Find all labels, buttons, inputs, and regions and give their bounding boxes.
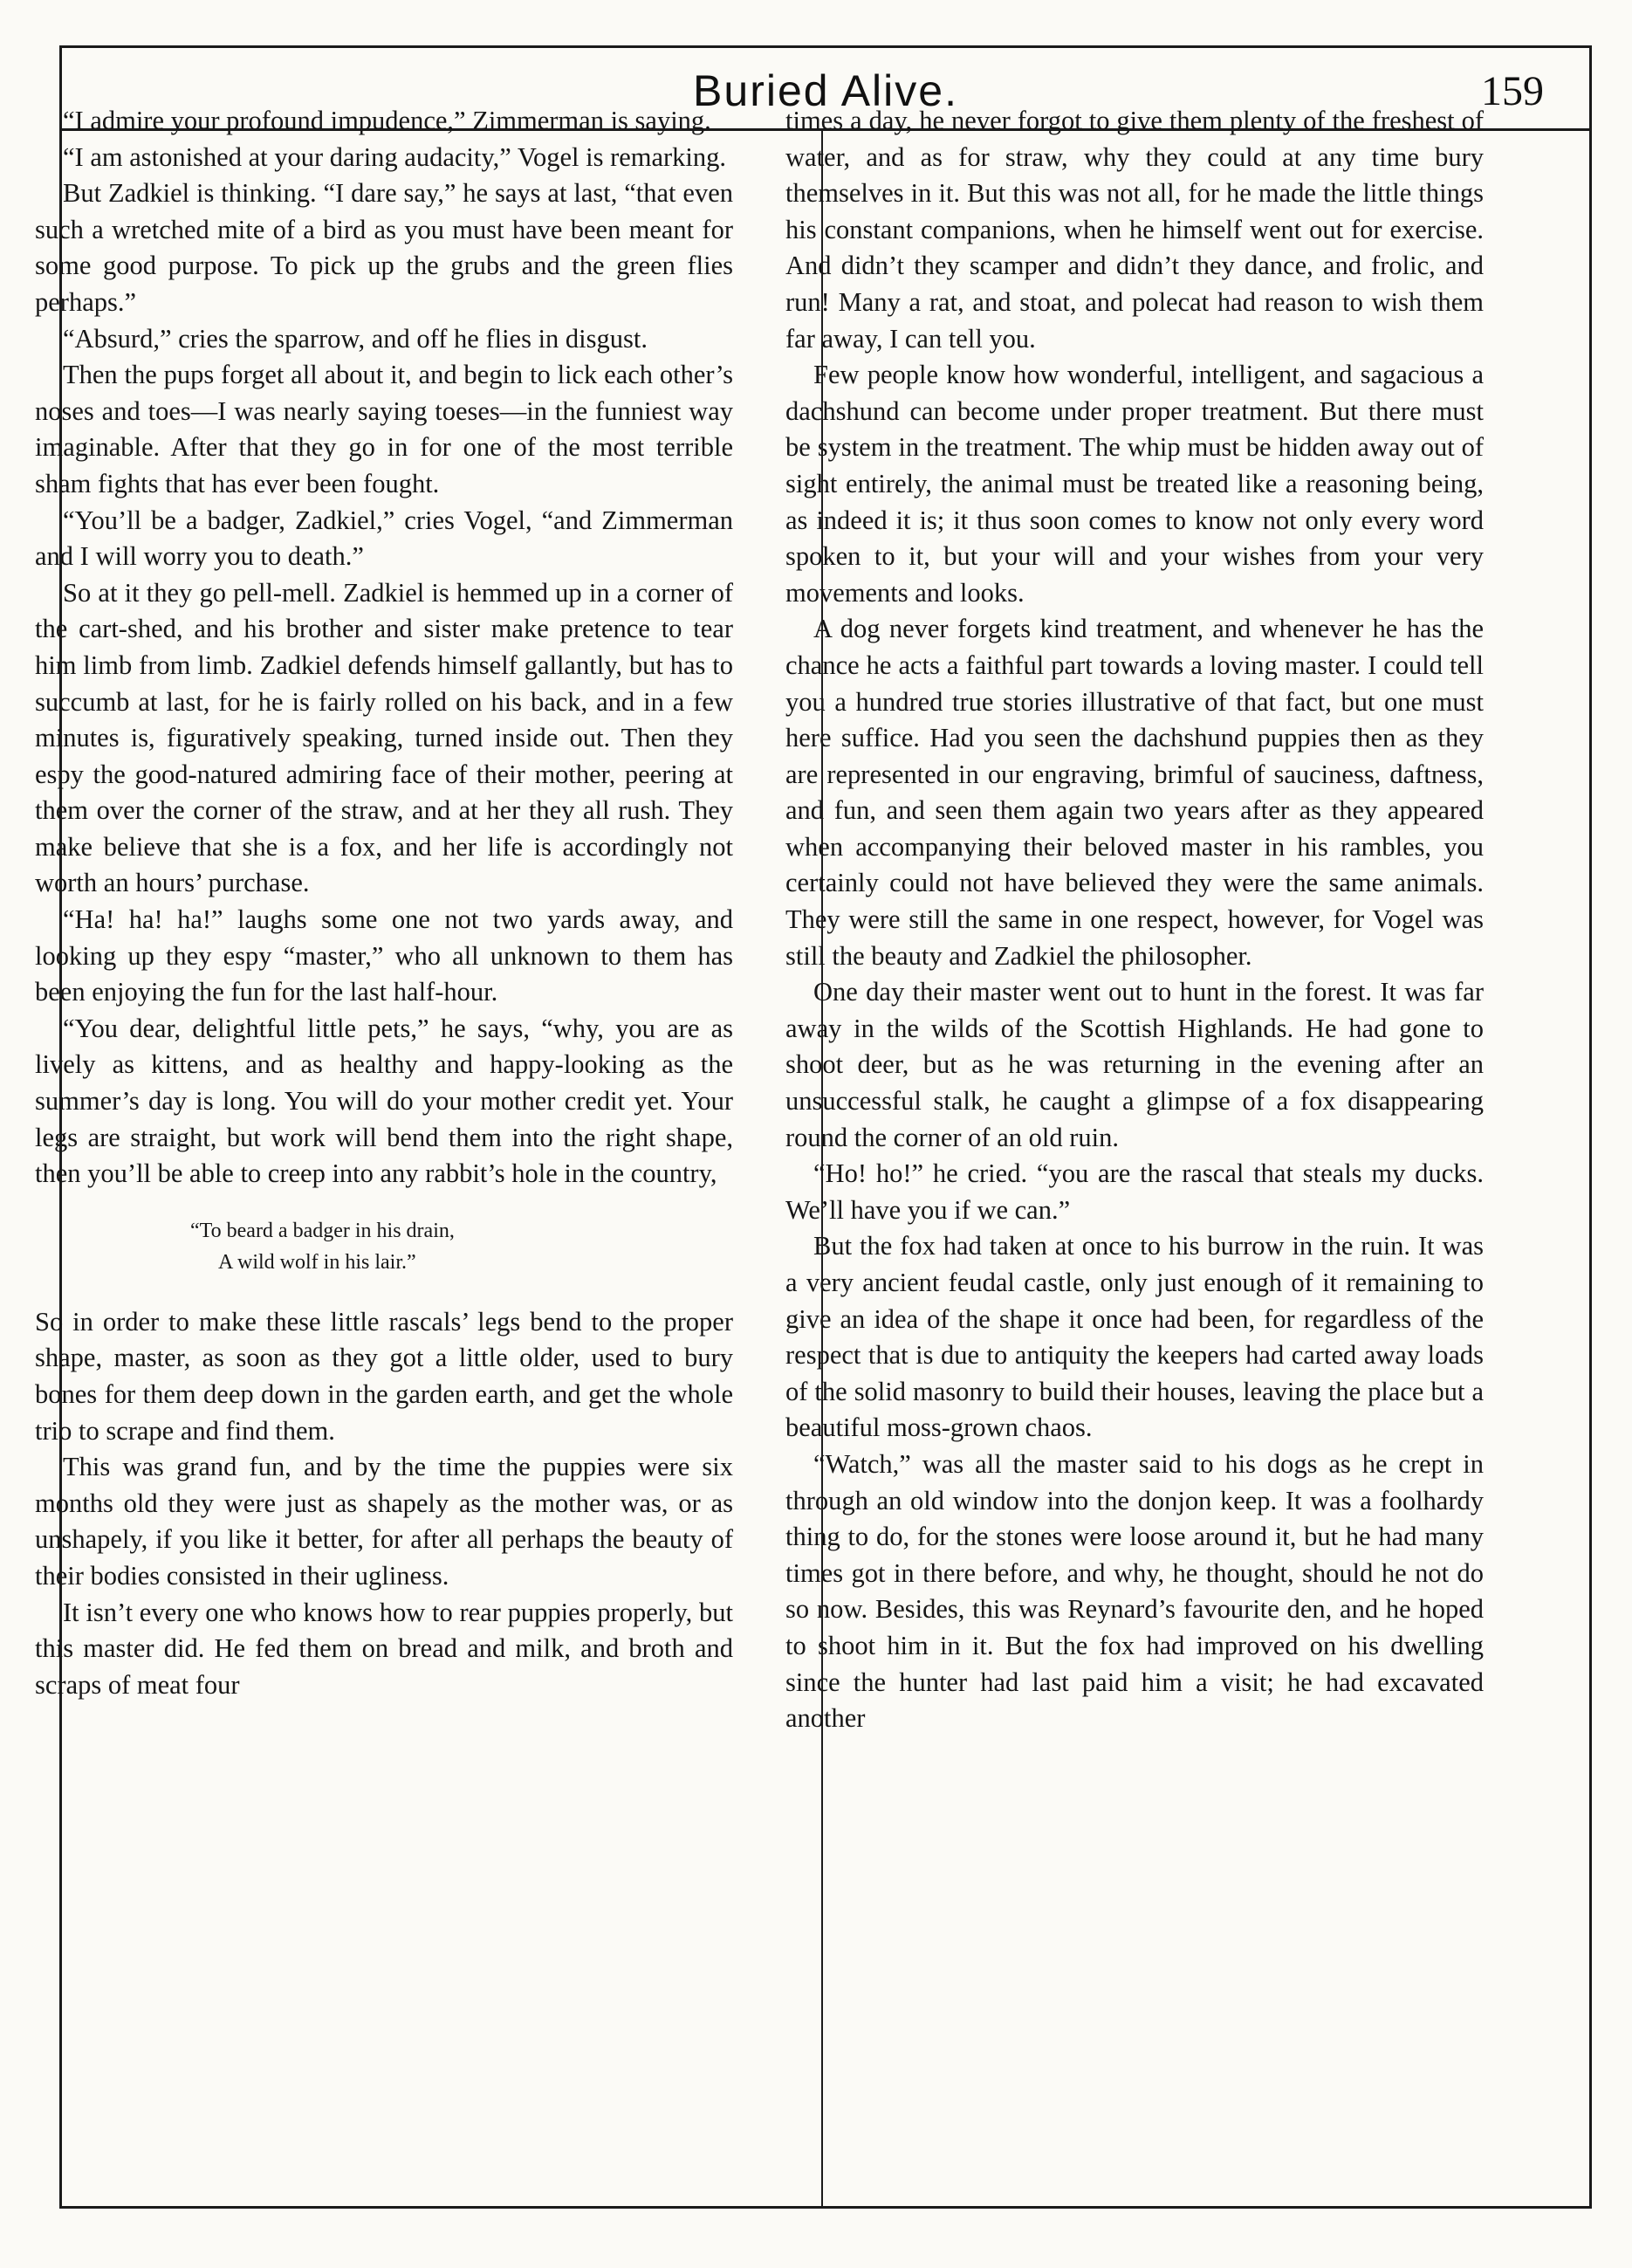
paragraph: Then the pups forget all about it, and begin to lick each other’s noses and toes—I was nearly saying toeses—in the funniest way imaginable. After that they go in for one of the most terrible sham fights that has ever been fought.: [35, 360, 733, 498]
paragraph: “Watch,” was all the master said to his dogs as he crept in through an old window into the donjon keep. It was a foolhardy thing to do, for the stones were loose around it, but he had many times got in there before, and why, he thought, should he not do so now. Besides, this was Reynard’s favourite den, and he hoped to shoot him in it. But the fox had improved on his dwelling since the hunter had last paid him a visit; he had excavated another: [785, 1448, 1484, 1734]
paragraph: “Ho! ho!” he cried. “you are the rascal that steals my ducks. We’ll have you if we can.”: [785, 1158, 1484, 1225]
left-column: [35, 103, 733, 1703]
paragraph: One day their master went out to hunt in the forest. It was far away in the wilds of the Scottish Highlands. He had gone to shoot deer, but as he was returning in the evening after an unsuccessful stalk, he caught a glimpse of a fox disappearing round the corner of an old ruin.: [785, 977, 1484, 1152]
paragraph: “Absurd,” cries the sparrow, and off he flies in disgust.: [63, 323, 648, 354]
paragraph: So in order to make these little rascals’ legs bend to the proper shape, master, as soon as they got a little older, used to bury bones for them deep down in the garden earth, and get the whole trio to scrape and find them.: [35, 1306, 733, 1446]
paragraph: It isn’t every one who knows how to rear puppies properly, but this master did. He fed them on bread and milk, and broth and scraps of meat four: [35, 1597, 733, 1700]
paragraph: “Ha! ha! ha!” laughs some one not two yards away, and looking up they espy “master,” who all unknown to them has been enjoying the fun for the last half-hour.: [35, 904, 733, 1007]
page-title: Buried Alive.: [693, 66, 958, 115]
paragraph: But the fox had taken at once to his burrow in the ruin. It was a very ancient feudal castle, only just enough of it remaining to give an idea of the shape it once had been, for regardless of the respect that is due to antiquity the keepers had carted away loads of the solid masonry to build their houses, leaving the place but a beautiful moss-grown chaos.: [785, 1231, 1484, 1443]
paragraph: But Zadkiel is thinking. “I dare say,” he says at last, “that even such a wretched mite of a bird as you must have been meant for some good purpose. To pick up the grubs and the green flies perhaps.”: [35, 178, 733, 317]
verse-line: “To beard a badger in his drain,: [190, 1219, 455, 1242]
paragraph: “I am astonished at your daring audacity,” Vogel is remarking.: [63, 141, 727, 172]
paragraph: Few people know how wonderful, intelligent, and sagacious a dachshund can become under proper treatment. But there must be system in the treatment. The whip must be hidden away out of sight entirely, the animal must be treated like a reasoning being, as indeed it is; it thus soon comes to know not only every word spoken to it, but your will and your wishes from your very movements and looks.: [785, 360, 1484, 608]
right-column: [785, 103, 1484, 1737]
paragraph: “You dear, delightful little pets,” he says, “why, you are as lively as kittens, and as healthy and happy-looking as the summer’s day is long. You will do your mother credit yet. Your legs are straight, but work will bend them into the right shape, then you’ll be able to creep into any rabbit’s hole in the country,: [35, 1013, 733, 1189]
paragraph: So at it they go pell-mell. Zadkiel is hemmed up in a corner of the cart-shed, and his brother and sister make pretence to tear him limb from limb. Zadkiel defends himself gallantly, but has to succumb at last, for he is fairly rolled on his back, and in a few minutes is, figuratively speaking, turned inside out. Then they espy the good-natured admiring face of their mother, peering at them over the corner of the straw, and at her they all rush. They make believe that she is a fox, and her life is accordingly not worth an hours’ purchase.: [35, 577, 733, 898]
paragraph: “You’ll be a badger, Zadkiel,” cries Vogel, “and Zimmerman and I will worry you to death.”: [35, 505, 733, 572]
paragraph: This was grand fun, and by the time the puppies were six months old they were just as shapely as the mother was, or as unshapely, if you like it better, for after all perhaps the beauty of their bodies consisted in their ugliness.: [35, 1452, 733, 1591]
verse-quote: [35, 1215, 733, 1278]
paragraph: “I admire your profound impudence,” Zimmerman is saying.: [63, 106, 711, 135]
paragraph: times a day, he never forgot to give them plenty of the freshest of water, and as for straw, why they could at any time bury themselves in it. But this was not all, for he made the little things his constant companions, when he himself went out for exercise. And didn’t they scamper and didn’t they dance, and frolic, and run! Many a rat, and stoat, and polecat had reason to wish them far away, I can tell you.: [785, 106, 1484, 354]
verse-line: A wild wolf in his lair.”: [218, 1250, 416, 1274]
paragraph: A dog never forgets kind treatment, and whenever he has the chance he acts a faithful part towards a loving master. I could tell you a hundred true stories illustrative of that fact, but one must here suffice. Had you seen the dachshund puppies then as they are represented in our engraving, brimful of sauciness, daftness, and fun, and seen them again two years after as they appeared when accompanying their beloved master in his rambles, you certainly could not have believed they were the same animals. They were still the same in one respect, however, for Vogel was still the beauty and Zadkiel the philosopher.: [785, 614, 1484, 971]
page-number: 159: [1481, 68, 1544, 114]
